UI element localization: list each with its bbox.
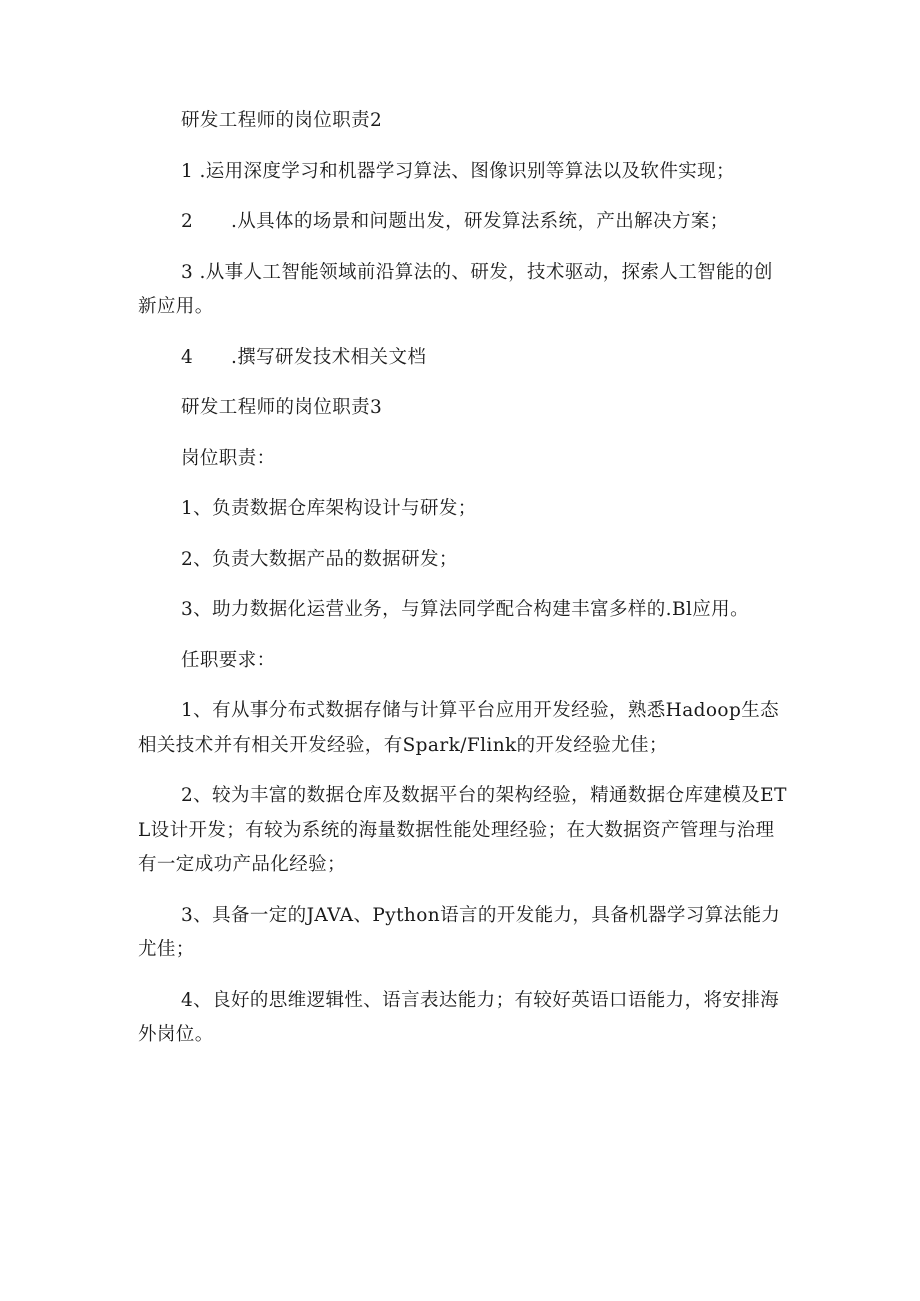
section-heading-2: 研发工程师的岗位职责2 — [181, 110, 383, 131]
requirement-item-2: 2、较为丰富的数据仓库及数据平台的架构经验，精通数据仓库建模及ETL设计开发；有较为系统的海量数据性能处理经验；在大数据资产管理与治理有一定成功产品化经验； — [138, 785, 787, 875]
document-body — [138, 104, 788, 1069]
duties-label: 岗位职责： — [181, 447, 276, 469]
responsibility-item-2: 2、负责大数据产品的数据研发； — [181, 548, 458, 570]
section-heading-3: 研发工程师的岗位职责3 — [181, 397, 383, 418]
requirement-item-1: 1、有从事分布式数据存储与计算平台应用开发经验，熟悉Hadoop生态相关技术并有相关开发经验，有Spark/Flink的开发经验尤佳； — [138, 700, 779, 756]
requirements-label: 任职要求： — [181, 649, 276, 671]
duty-item-3: 3 .从事人工智能领域前沿算法的、研发，技术驱动，探索人工智能的创新应用。 — [138, 261, 773, 317]
requirement-item-3: 3、具备一定的JAVA、Python语言的开发能力，具备机器学习算法能力尤佳； — [138, 904, 781, 960]
responsibility-item-3: 3、助力数据化运营业务，与算法同学配合构建丰富多样的.Bl应用。 — [181, 599, 749, 620]
duty-item-4: 4 .撰写研发技术相关文档 — [181, 346, 427, 368]
requirement-item-4: 4、良好的思维逻辑性、语言表达能力；有较好英语口语能力，将安排海外岗位。 — [138, 989, 780, 1045]
responsibility-item-1: 1、负责数据仓库架构设计与研发； — [181, 498, 477, 519]
duty-item-1: 1 .运用深度学习和机器学习算法、图像识别等算法以及软件实现； — [181, 160, 735, 182]
duty-item-2: 2 .从具体的场景和问题出发，研发算法系统，产出解决方案； — [181, 211, 729, 232]
